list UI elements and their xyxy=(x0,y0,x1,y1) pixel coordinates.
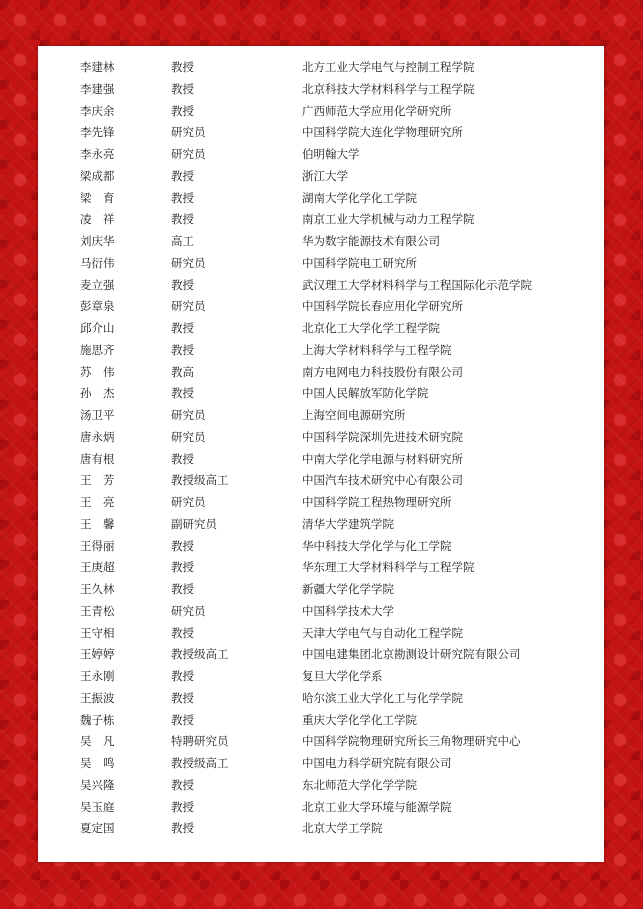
member-title: 研究员 xyxy=(171,429,206,444)
member-organization: 华东理工大学材料科学与工程学院 xyxy=(302,560,475,575)
list-item xyxy=(38,318,604,340)
member-title: 教授 xyxy=(171,81,194,96)
member-organization: 伯明翰大学 xyxy=(302,147,360,161)
member-name: 王青松 xyxy=(80,603,115,618)
list-item xyxy=(38,296,604,318)
member-organization: 哈尔滨工业大学化工与化学学院 xyxy=(302,690,463,705)
member-organization: 浙江大学 xyxy=(302,168,348,183)
member-title: 教授 xyxy=(171,712,194,727)
list-item xyxy=(38,666,604,688)
member-title: 教授 xyxy=(171,690,194,705)
list-item xyxy=(38,753,604,775)
member-name: 李永亮 xyxy=(80,147,115,161)
member-name: 凌 祥 xyxy=(80,212,115,227)
member-name: 孙 杰 xyxy=(80,386,115,401)
member-name: 马衍伟 xyxy=(80,255,115,270)
member-title: 教授 xyxy=(171,321,194,335)
member-name: 李建林 xyxy=(80,60,115,74)
member-organization: 重庆大学化学化工学院 xyxy=(302,712,417,727)
list-item xyxy=(38,775,604,797)
list-item xyxy=(38,275,604,297)
member-title: 高工 xyxy=(171,234,194,248)
member-organization: 南京工业大学机械与动力工程学院 xyxy=(302,212,475,227)
member-title: 教授 xyxy=(171,103,194,118)
member-name: 刘庆华 xyxy=(80,234,115,248)
list-item xyxy=(38,427,604,449)
member-organization: 华为数字能源技术有限公司 xyxy=(302,234,440,248)
member-name: 王 芳 xyxy=(80,473,115,488)
member-organization: 北方工业大学电气与控制工程学院 xyxy=(302,60,475,74)
member-organization: 中国科学技术大学 xyxy=(302,603,394,618)
member-organization: 南方电网电力科技股份有限公司 xyxy=(302,364,463,379)
member-name: 梁成都 xyxy=(80,168,115,183)
list-item xyxy=(38,557,604,579)
member-title: 研究员 xyxy=(171,408,206,422)
member-title: 研究员 xyxy=(171,299,206,314)
list-item xyxy=(38,688,604,710)
member-title: 研究员 xyxy=(171,495,206,509)
member-name: 王庚超 xyxy=(80,560,115,575)
list-item xyxy=(38,122,604,144)
list-item xyxy=(38,731,604,753)
member-organization: 东北师范大学化学学院 xyxy=(302,777,417,792)
member-name: 李建强 xyxy=(80,81,115,96)
member-name: 王振波 xyxy=(80,690,115,705)
list-item xyxy=(38,383,604,405)
list-item xyxy=(38,362,604,384)
member-name: 李庆余 xyxy=(80,103,115,118)
member-name: 唐有根 xyxy=(80,451,115,466)
member-title: 教授级高工 xyxy=(171,647,229,662)
member-organization: 天津大学电气与自动化工程学院 xyxy=(302,625,463,640)
member-title: 教授 xyxy=(171,625,194,640)
member-title: 教授 xyxy=(171,799,194,814)
member-title: 教授级高工 xyxy=(171,756,229,770)
list-item xyxy=(38,188,604,210)
member-name: 苏 伟 xyxy=(80,364,115,379)
member-title: 教授 xyxy=(171,777,194,792)
member-title: 教授 xyxy=(171,60,194,74)
member-organization: 中国科学院大连化学物理研究所 xyxy=(302,125,463,140)
member-title: 特聘研究员 xyxy=(171,734,229,749)
member-title: 教授 xyxy=(171,582,194,596)
list-item xyxy=(38,492,604,514)
list-item xyxy=(38,209,604,231)
member-title: 教授级高工 xyxy=(171,473,229,488)
member-name: 夏定国 xyxy=(80,821,115,836)
member-title: 教授 xyxy=(171,277,194,292)
member-name: 王永刚 xyxy=(80,669,115,683)
member-organization: 北京化工大学化学工程学院 xyxy=(302,321,440,335)
member-name: 吴兴隆 xyxy=(80,777,115,792)
member-name: 李先锋 xyxy=(80,125,115,140)
list-item xyxy=(38,144,604,166)
member-title: 教授 xyxy=(171,821,194,836)
list-item xyxy=(38,644,604,666)
list-item xyxy=(38,797,604,819)
member-name: 王得丽 xyxy=(80,538,115,553)
member-name: 吴 凡 xyxy=(80,734,115,749)
member-name: 梁 育 xyxy=(80,190,115,205)
member-name: 王 亮 xyxy=(80,495,115,509)
member-name: 王久林 xyxy=(80,582,115,596)
list-item xyxy=(38,79,604,101)
member-name: 吴玉庭 xyxy=(80,799,115,814)
member-title: 教授 xyxy=(171,538,194,553)
list-item xyxy=(38,818,604,840)
list-item xyxy=(38,623,604,645)
member-organization: 中国电力科学研究院有限公司 xyxy=(302,756,452,770)
member-name: 麦立强 xyxy=(80,277,115,292)
member-name: 邱介山 xyxy=(80,321,115,335)
list-item xyxy=(38,405,604,427)
member-organization: 清华大学建筑学院 xyxy=(302,516,394,531)
member-organization: 上海大学材料科学与工程学院 xyxy=(302,342,452,357)
member-title: 教高 xyxy=(171,364,194,379)
member-organization: 北京大学工学院 xyxy=(302,821,383,836)
member-organization: 华中科技大学化学与化工学院 xyxy=(302,538,452,553)
member-organization: 中国汽车技术研究中心有限公司 xyxy=(302,473,463,488)
list-item xyxy=(38,253,604,275)
list-item xyxy=(38,536,604,558)
member-organization: 北京工业大学环境与能源学院 xyxy=(302,799,452,814)
member-organization: 中国科学院深圳先进技术研究院 xyxy=(302,429,463,444)
list-item xyxy=(38,57,604,79)
member-name: 王守相 xyxy=(80,625,115,640)
member-title: 教授 xyxy=(171,669,194,683)
list-item xyxy=(38,166,604,188)
member-name: 王婷婷 xyxy=(80,647,115,662)
member-title: 研究员 xyxy=(171,125,206,140)
member-organization: 中国人民解放军防化学院 xyxy=(302,386,429,401)
member-name: 汤卫平 xyxy=(80,408,115,422)
member-organization: 中国科学院长春应用化学研究所 xyxy=(302,299,463,314)
member-title: 研究员 xyxy=(171,147,206,161)
member-organization: 中国科学院电工研究所 xyxy=(302,255,417,270)
member-organization: 复旦大学化学系 xyxy=(302,669,383,683)
member-title: 研究员 xyxy=(171,603,206,618)
member-title: 教授 xyxy=(171,190,194,205)
member-name: 魏子栋 xyxy=(80,712,115,727)
member-organization: 中南大学化学电源与材料研究所 xyxy=(302,451,463,466)
list-item xyxy=(38,449,604,471)
list-item xyxy=(38,340,604,362)
member-organization: 上海空间电源研究所 xyxy=(302,408,406,422)
member-organization: 中国科学院物理研究所长三角物理研究中心 xyxy=(302,734,521,749)
list-item xyxy=(38,601,604,623)
document-page xyxy=(38,46,604,862)
member-title: 教授 xyxy=(171,560,194,575)
member-organization: 广西师范大学应用化学研究所 xyxy=(302,103,452,118)
list-item xyxy=(38,470,604,492)
list-item xyxy=(38,710,604,732)
member-name: 吴 鸣 xyxy=(80,756,115,770)
member-name: 唐永炳 xyxy=(80,429,115,444)
member-name: 彭章泉 xyxy=(80,299,115,314)
member-organization: 新疆大学化学学院 xyxy=(302,582,394,596)
list-item xyxy=(38,514,604,536)
member-name: 王 馨 xyxy=(80,516,115,531)
member-title: 研究员 xyxy=(171,255,206,270)
member-organization: 武汉理工大学材料科学与工程国际化示范学院 xyxy=(302,277,532,292)
member-organization: 湖南大学化学化工学院 xyxy=(302,190,417,205)
member-title: 副研究员 xyxy=(171,516,217,531)
member-title: 教授 xyxy=(171,212,194,227)
member-title: 教授 xyxy=(171,386,194,401)
member-name: 施思齐 xyxy=(80,342,115,357)
member-title: 教授 xyxy=(171,451,194,466)
list-item xyxy=(38,231,604,253)
member-organization: 中国电建集团北京勘测设计研究院有限公司 xyxy=(302,647,521,662)
member-organization: 中国科学院工程热物理研究所 xyxy=(302,495,452,509)
member-list xyxy=(38,57,604,840)
list-item xyxy=(38,579,604,601)
member-organization: 北京科技大学材料科学与工程学院 xyxy=(302,81,475,96)
member-title: 教授 xyxy=(171,168,194,183)
member-title: 教授 xyxy=(171,342,194,357)
list-item xyxy=(38,101,604,123)
